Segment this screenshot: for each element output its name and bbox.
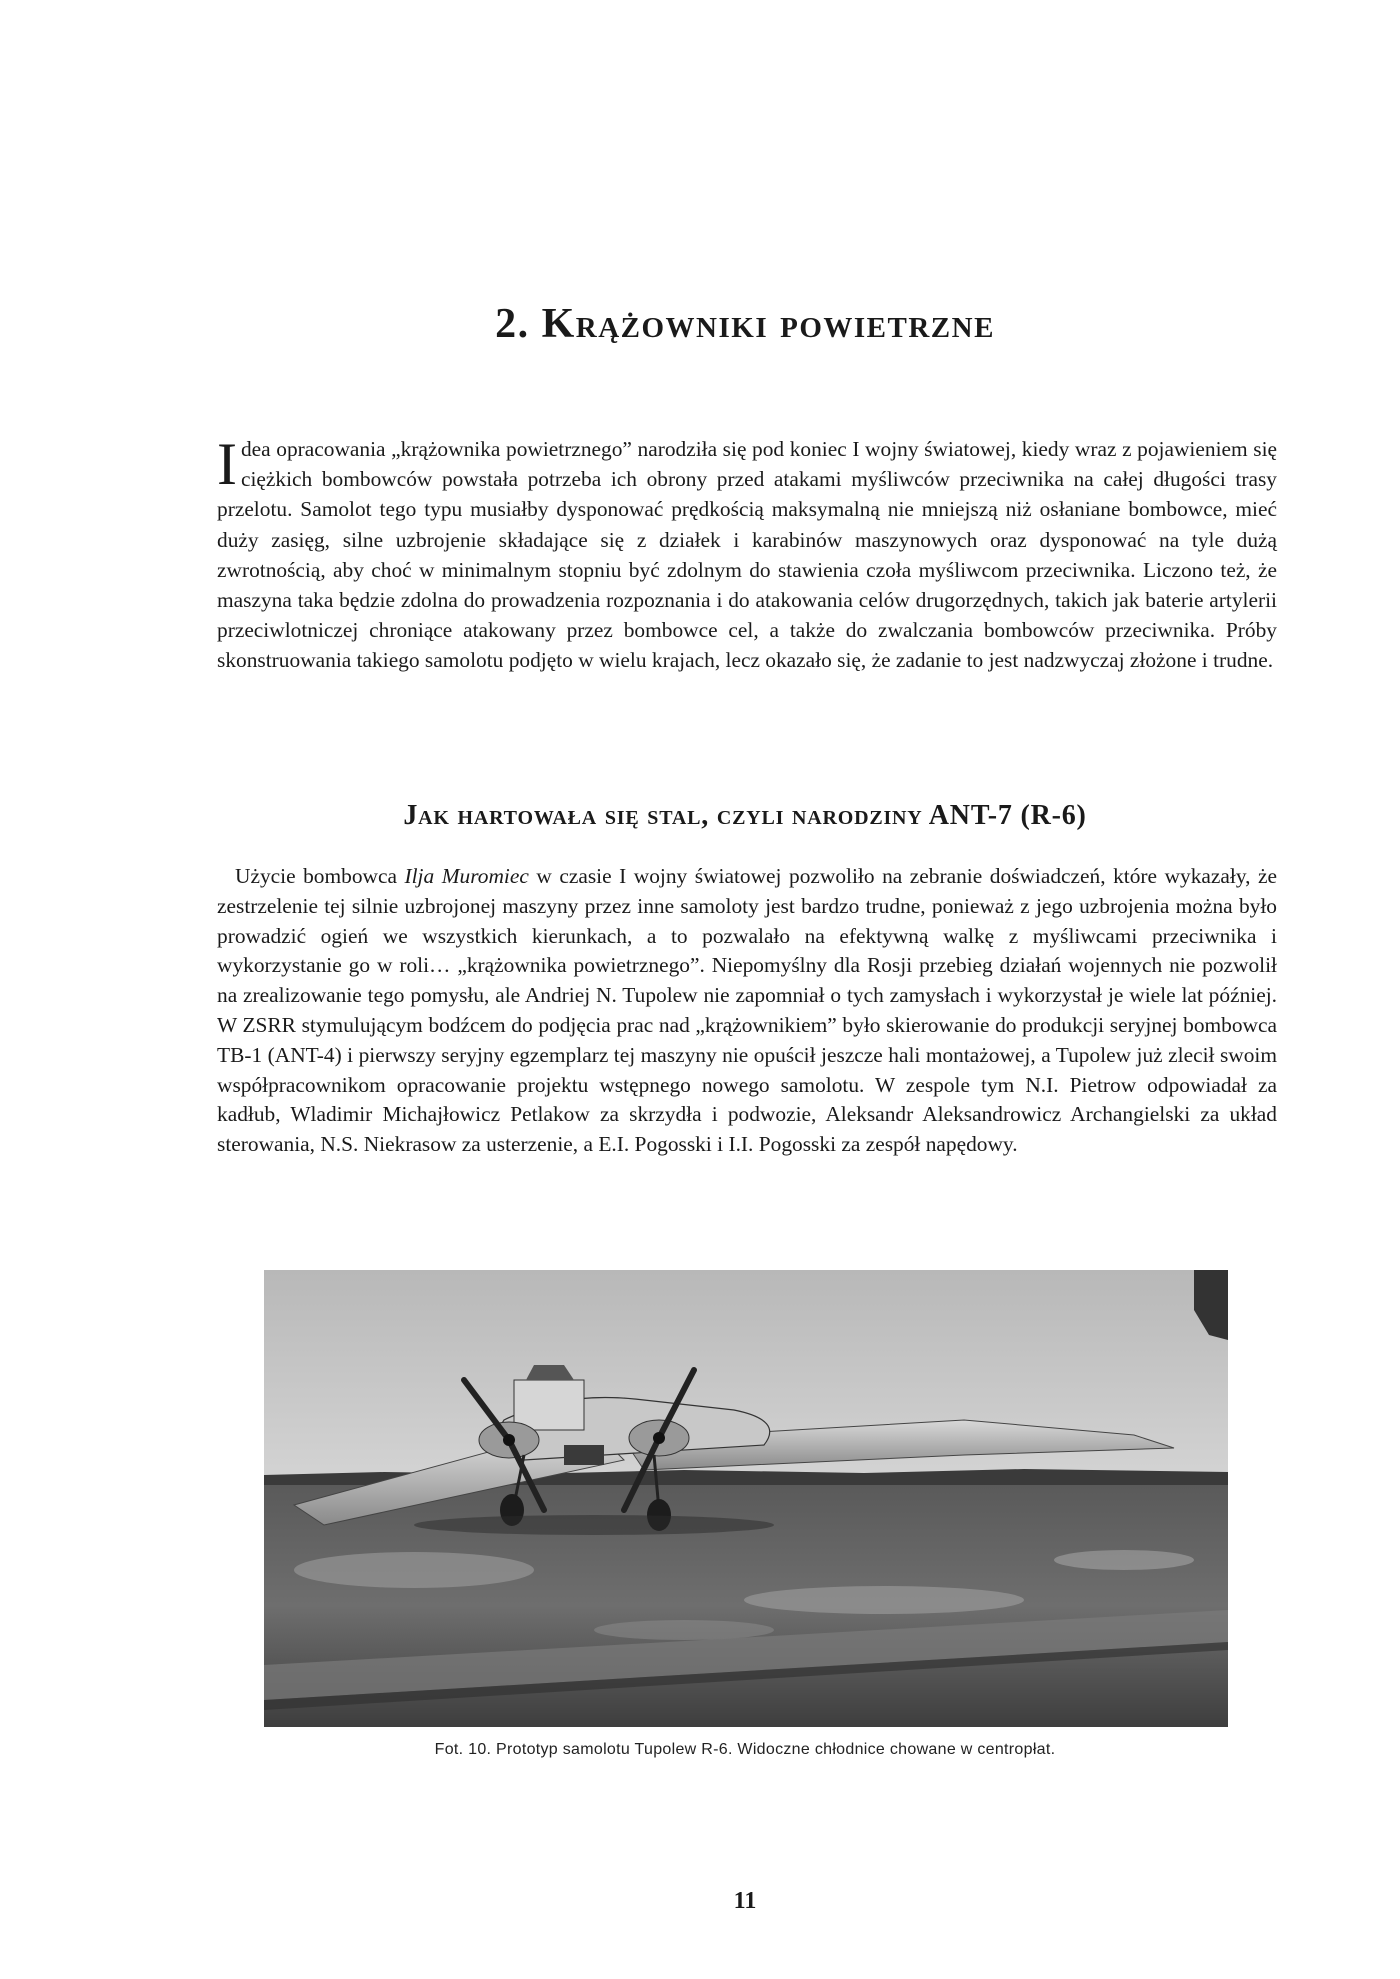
section-title: Jak hartowała się stal, czyli narodziny ANT-7 (R-6) [403,800,1087,831]
intro-text: dea opracowania „krążownika powietrznego” narodziła się pod koniec I wojny światowej, kiedy wraz z pojawieniem się ciężkich bombowców powstała potrzeba ich obrony przed atakami myśliwców przeciwnika na całej długości trasy przelotu. Samolot tego typu musiałby dysponować prędkością maksymalną nie mniejszą niż osłaniane bombowce, mieć duży zasięg, silne uzbrojenie składające się z działek i karabinów maszynowych oraz dysponować na tyle dużą zwrotnością, aby choć w minimalnym stopniu być zdolnym do stawienia czoła myśliwcom przeciwnika. Liczono też, że maszyna taka będzie zdolna do prowadzenia rozpoznania i do atakowania celów drugorzędnych, takich jak baterie artylerii przeciwlotniczej chroniące atakowany przez bombowce cel, a także do zwalczania bombowców przeciwnika. Próby skonstruowania takiego samolotu podjęto w wielu krajach, lecz okazało się, że zadanie to jest nadzwyczaj złożone i trudne. [217,437,1277,673]
chapter-title: 2. Krążowniki powietrzne [495,301,995,347]
section-paragraph [217,862,1277,1160]
section-text-start: Użycie bombowca [235,864,405,888]
aircraft-photo [264,1270,1228,1727]
aircraft-photo-illustration [264,1270,1228,1727]
photo-caption: Fot. 10. Prototyp samolotu Tupolew R-6. Widoczne chłodnice chowane w centropłat. [434,1741,1056,1758]
page-number: 11 [733,1888,757,1914]
section-text-rest: w czasie I wojny światowej pozwoliło na zebranie doświadczeń, które wykazały, że zestrzelenie tej silnie uzbrojonej maszyny przez inne samoloty jest bardzo trudne, ponieważ z jego uzbrojenia można było prowadzić ogień we wszystkich kierunkach, a to pozwalało na efektywną walkę z myśliwcami przeciwnika i wykorzystanie go w roli… „krążownika powietrznego”. Niepomyślny dla Rosji przebieg działań wojennych nie pozwolił na zrealizowanie tego pomysłu, ale Andriej N. Tupolew nie zapomniał o tych zamysłach i wykorzystał je wiele lat później. W ZSRR stymulującym bodźcem do podjęcia prac nad „krążownikiem” było skierowanie do produkcji seryjnej bombowca TB-1 (ANT-4) i pierwszy seryjny egzemplarz tej maszyny nie opuścił jeszcze hali montażowej, a Tupolew już zlecił swoim współpracownikom opracowanie projektu wstępnego nowego samolotu. W zespole tym N.I. Pietrow odpowiadał za kadłub, Wladimir Michajłowicz Petlakow za skrzydła i podwozie, Aleksandr Aleksandrowicz Archangielski za układ sterowania, N.S. Niekrasow za usterzenie, a E.I. Pogosski i I.I. Pogosski za zespół napędowy. [217,864,1278,1157]
drop-cap: I [217,431,237,497]
intro-paragraph [217,431,1277,676]
aircraft-name-italic: Ilja Muromiec [404,864,529,888]
